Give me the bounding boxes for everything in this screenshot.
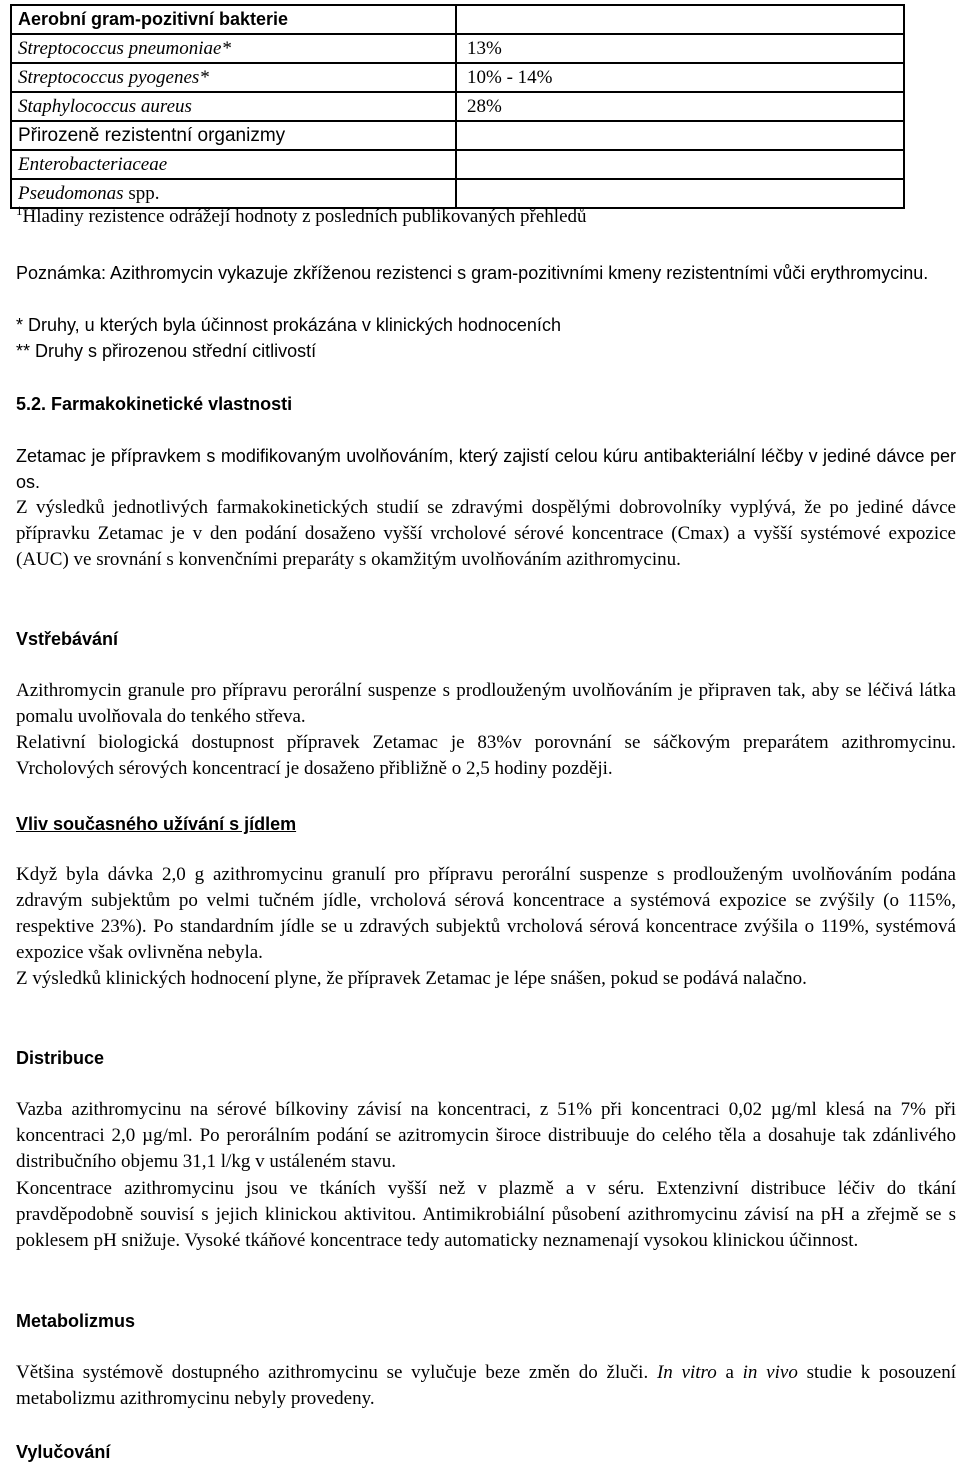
metabolism-text-e: studie k posouzení metabolizmu azithromycinu nebyly provedeny.: [16, 1362, 956, 1409]
table-row: [11, 63, 904, 92]
food-paragraph-1: Když byla dávka 2,0 g azithromycinu granulí pro přípravu perorální suspenze s prodlouženým uvolňováním podána zdravým subjektům po velmi tučném jídle, vrcholová sérová koncentrace a systémová expozice se zvýšily (o 115%, respektive 23%). Po standardním jídle se u zdravých subjektů vrcholová sérová koncentrace zvýšila o 119%, systémová expozice však ovlivněna nebyla.: [16, 864, 956, 963]
table-footnote: [16, 204, 956, 230]
absorption-paragraph-1: Azithromycin granule pro přípravu perorální suspenze s prodlouženým uvolňováním je připraven tak, aby se léčivá látka pomalu uvolňovala do tenkého střeva.: [16, 680, 956, 727]
distribution-paragraph-1: Vazba azithromycinu na sérové bílkoviny závisí na koncentraci, z 51% při koncentraci 0,02 µg/ml klesá na 7% při koncentraci 2,0 µg/ml. Po perorálním podání se azitromycin široce distribuuje do celého těla a dosahuje tak zdánlivého distribučního objemu 31,1 l/kg v ustáleném stavu.: [16, 1099, 956, 1172]
table-cell-organism: Streptococcus pneumoniae*: [11, 34, 456, 63]
distribution-paragraph-2: Koncentrace azithromycinu jsou ve tkáních vyšší než v plazmě a v séru. Extenzivní distribuce léčiv do tkání pravděpodobně souvisí s jejich klinickou aktivitou. Antimikrobiální působení azithromycinu závisí na pH a zřejmě se s poklesem pH snižuje. Vysoké tkáňové koncentrace tedy automaticky neznamenají vysokou klinickou účinnost.: [16, 1178, 956, 1251]
table-cell-value: [456, 150, 904, 179]
table-cell-organism: Přirozeně rezistentní organizmy: [11, 121, 456, 150]
footnote-marker: 1: [16, 203, 23, 218]
note-paragraph: Poznámka: Azithromycin vykazuje zkříženou rezistenci s gram-pozitivními kmeny rezistentními vůči erythromycinu.: [16, 263, 929, 283]
table-row: [11, 92, 904, 121]
table-row: [11, 150, 904, 179]
table-cell-value: 10% - 14%: [456, 63, 904, 92]
resistance-table: [10, 4, 905, 209]
elimination-title: Vylučování: [16, 1442, 111, 1462]
metabolism-title: Metabolizmus: [16, 1311, 136, 1331]
note-star-2: ** Druhy s přirozenou střední citlivostí: [16, 341, 317, 361]
organism-suffix: spp.: [123, 183, 160, 204]
table-cell-organism: Aerobní gram-pozitivní bakterie: [11, 5, 456, 34]
table-row: [11, 5, 904, 34]
metabolism-paragraph: [16, 1360, 956, 1412]
table-cell-value: [456, 121, 904, 150]
table-cell-organism: Streptococcus pyogenes*: [11, 63, 456, 92]
footnote-text: Hladiny rezistence odrážejí hodnoty z posledních publikovaných přehledů: [22, 206, 587, 227]
table-cell-value: [456, 5, 904, 34]
section-paragraph-1: Zetamac je přípravkem s modifikovaným uvolňováním, který zajistí celou kúru antibakteriální léčby v jediné dávce per os.: [16, 446, 956, 492]
metabolism-text-a: Většina systémově dostupného azithromycinu se vylučuje beze změn do žluči.: [16, 1362, 657, 1383]
table-cell-organism: Enterobacteriaceae: [11, 150, 456, 179]
metabolism-in-vitro: In vitro: [656, 1362, 717, 1383]
food-title: Vliv současného užívání s jídlem: [16, 814, 297, 834]
section-title: 5.2. Farmakokinetické vlastnosti: [16, 394, 293, 414]
organism-genus: Pseudomonas: [18, 183, 124, 204]
table-row: [11, 121, 904, 150]
note-star-1: * Druhy, u kterých byla účinnost prokázána v klinických hodnoceních: [16, 315, 561, 335]
food-paragraph-2: Z výsledků klinických hodnocení plyne, že přípravek Zetamac je lépe snášen, pokud se podává nalačno.: [16, 968, 807, 989]
section-paragraph-2: Z výsledků jednotlivých farmakokinetických studií se zdravými dospělými dobrovolníky vyplývá, že po jediné dávce přípravku Zetamac je v den podání dosaženo vyšší vrcholové sérové koncentrace (Cmax) a vyšší systémové expozice (AUC) ve srovnání s konvenčními preparáty s okamžitým uvolňováním azithromycinu.: [16, 497, 956, 570]
metabolism-in-vivo: in vivo: [742, 1362, 798, 1383]
table-cell-organism: Staphylococcus aureus: [11, 92, 456, 121]
absorption-title: Vstřebávání: [16, 629, 119, 649]
metabolism-text-c: a: [716, 1362, 743, 1383]
table-cell-value: 28%: [456, 92, 904, 121]
table-row: [11, 34, 904, 63]
distribution-title: Distribuce: [16, 1048, 105, 1068]
absorption-paragraph-2: Relativní biologická dostupnost přípravek Zetamac je 83%v porovnání se sáčkovým preparátem azithromycinu. Vrcholových sérových koncentrací je dosaženo přibližně o 2,5 hodiny později.: [16, 732, 956, 779]
table-cell-value: 13%: [456, 34, 904, 63]
